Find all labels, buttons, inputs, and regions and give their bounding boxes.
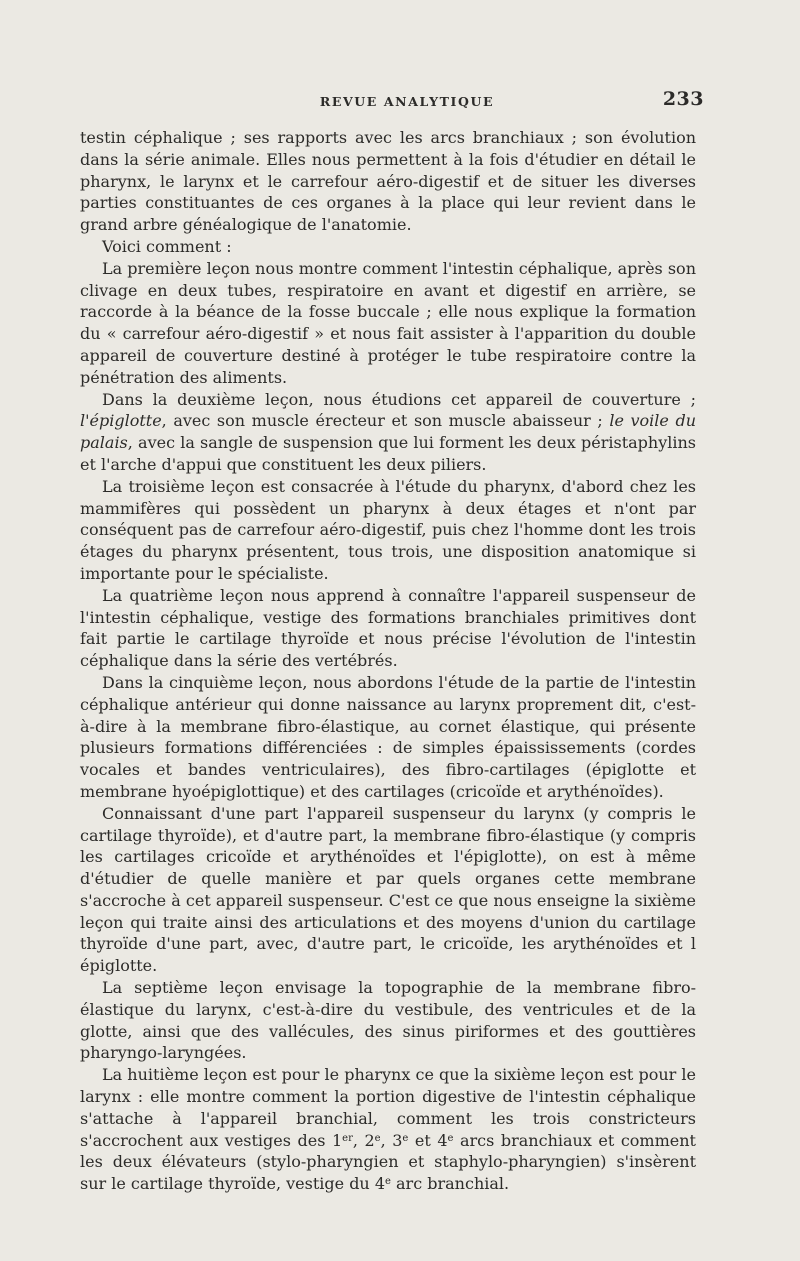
superscript: e bbox=[374, 1132, 381, 1144]
paragraph-text: et 4 bbox=[408, 1130, 448, 1150]
body-text bbox=[80, 127, 696, 1195]
superscript: e bbox=[447, 1132, 454, 1144]
running-title: REVUE ANALYTIQUE bbox=[319, 94, 495, 109]
paragraph-text: , 2 bbox=[352, 1130, 375, 1150]
paragraph-text: , avec la sangle de suspension que lui forment les deux péristaphylins et l'arche d'appui que constituent les deux piliers. bbox=[80, 433, 696, 474]
italic-term-epiglotte: l'épiglotte bbox=[80, 411, 162, 431]
paragraph-lesson-7: La septième leçon envisage la topographie de la membrane fibro-élastique du larynx, c'est-à-dire du vestibule, des ventricules et de la glotte, ainsi que des vallécules, des sinus piriformes et des gouttières pharyngo-laryngées. bbox=[80, 978, 696, 1063]
paragraph-lesson-6: Connaissant d'une part l'appareil suspenseur du larynx (y compris le cartilage thyroïde), et d'autre part, la membrane fibro-élastique (y compris les cartilages cricoïde et arythénoïdes et l'épiglotte), on est à même d'étudier de quelle manière et par quels organes cette membrane s'accroche à cet appareil suspenseur. C'est ce que nous enseigne la sixième leçon qui traite ainsi des articulations et des moyens d'union du cartilage thyroïde d'une part, avec, d'autre part, le cricoïde, les arythénoïdes et l épiglotte. bbox=[80, 803, 696, 976]
paragraph-text: , avec son muscle érecteur et son muscle abaisseur ; bbox=[161, 411, 610, 431]
paragraph-continuation: testin céphalique ; ses rapports avec les arcs branchiaux ; son évolution dans la série animale. Elles nous permettent à la fois d'étudier en détail le pharynx, le larynx et le carrefour aéro-digestif et de situer les diverses parties constituantes de ces organes à la place qui leur revient dans le grand arbre généalogique de l'anatomie. bbox=[80, 128, 696, 235]
paragraph-lesson-4: La quatrième leçon nous apprend à connaître l'appareil suspenseur de l'intestin céphalique, vestige des formations branchiales primitives dont fait partie le cartilage thyroïde et nous précise l'évolution de l'intestin céphalique dans la série des vertébrés. bbox=[80, 585, 696, 671]
paragraph-text: Dans la deuxième leçon, nous étudions cet appareil de couverture ; bbox=[102, 389, 696, 409]
page-number: 233 bbox=[662, 88, 704, 110]
paragraph-lesson-3: La troisième leçon est consacrée à l'étude du pharynx, d'abord chez les mammifères qui possèdent un pharynx à deux étages et n'ont par conséquent pas de carrefour aéro-digestif, puis chez l'homme dont les trois étages du pharynx présentent, tous trois, une disposition anatomique si importante pour le spécialiste. bbox=[80, 476, 696, 583]
paragraph-lesson-8 bbox=[80, 1064, 696, 1195]
paragraph-text: arc branchial. bbox=[390, 1174, 510, 1194]
paragraph-text: , 3 bbox=[380, 1130, 403, 1150]
paragraph-intro: Voici comment : bbox=[102, 236, 232, 256]
superscript: e bbox=[385, 1176, 391, 1188]
paragraph-lesson-5: Dans la cinquième leçon, nous abordons l'étude de la partie de l'intestin céphalique antérieur qui donne naissance au larynx proprement dit, c'est-à-dire à la membrane fibro-élastique, au cornet élastique, qui présente plusieurs formations différenciées : de simples épaississements (cordes vocales et bandes ventriculaires), des fibro-cartilages (épiglotte et membrane hyoépiglottique) et des cartilages (cricoïde et arythénoïdes). bbox=[80, 672, 696, 801]
paragraph-text: La huitième leçon est pour le pharynx ce que la sixième leçon est pour le larynx : elle montre comment la portion digestive de l'intestin céphalique s'attache à l'appareil branchial, comment les trois constricteurs s'accrochent aux vestiges des 1 bbox=[80, 1065, 696, 1150]
paragraph-text: arcs branchiaux et comment les deux élévateurs (stylo-pharyngien et staphylo-pharyngien) s'insèrent sur le cartilage thyroïde, vestige du 4 bbox=[80, 1130, 696, 1194]
page-header bbox=[0, 86, 800, 116]
paragraph-lesson-1: La première leçon nous montre comment l'intestin céphalique, après son clivage en deux tubes, respiratoire en avant et digestif en arrière, se raccorde à la béance de la fosse buccale ; elle nous explique la formation du « carrefour aéro-digestif » et nous fait assister à l'apparition du double appareil de couverture destiné à protéger le tube respiratoire contre la pénétration des aliments. bbox=[80, 258, 696, 387]
paragraph-lesson-2 bbox=[80, 389, 696, 476]
italic-term-voile-du-palais: le voile du palais bbox=[80, 411, 696, 453]
superscript: er bbox=[342, 1132, 353, 1144]
superscript: e bbox=[402, 1132, 409, 1144]
